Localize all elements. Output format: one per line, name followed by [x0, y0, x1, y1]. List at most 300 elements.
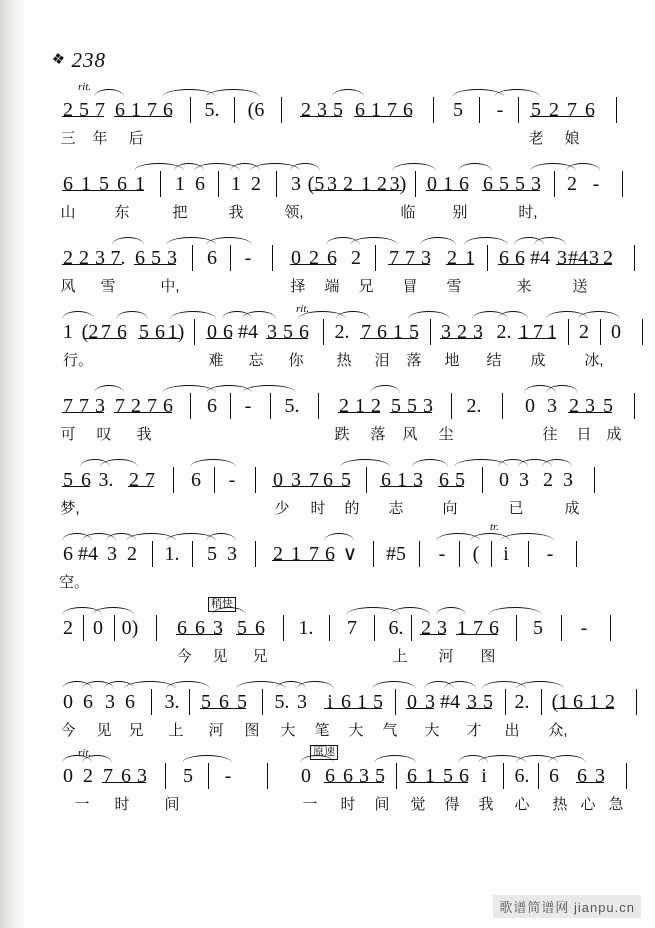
- note-token: 2: [127, 543, 137, 565]
- bar-line: [276, 171, 277, 197]
- beam-line: [78, 116, 104, 117]
- page-number-block: [52, 48, 106, 73]
- note-token: 0: [63, 765, 73, 787]
- lyric-syllable: 泪: [374, 352, 390, 369]
- note-token: 6: [439, 469, 449, 491]
- note-token: 5: [183, 765, 193, 787]
- note-token: 3): [389, 173, 407, 195]
- beam-line: [282, 338, 308, 339]
- lyric-syllable: 见: [96, 722, 112, 739]
- slur-arc: [370, 385, 400, 393]
- note-line: [60, 243, 613, 273]
- slur-arc: [412, 459, 448, 467]
- beam-line: [322, 486, 350, 487]
- lyric-syllable: 空。: [58, 574, 90, 591]
- lyric-syllable: 兄: [128, 722, 144, 739]
- beam-line: [150, 264, 176, 265]
- lyric-syllable: 时: [340, 796, 356, 813]
- note-token: 5: [341, 469, 351, 491]
- lyric-syllable: 跌: [334, 426, 350, 443]
- slur-arc: [542, 459, 572, 467]
- note-token: 3: [213, 617, 223, 639]
- beam-line: [376, 190, 402, 191]
- note-token: 5: [515, 173, 525, 195]
- note-token: 2: [371, 395, 381, 417]
- beam-line: [588, 264, 612, 265]
- lyric-syllable: 兄: [252, 648, 268, 665]
- bar-line: [366, 467, 367, 493]
- beam-line: [356, 708, 382, 709]
- lyric-syllable: 见: [212, 648, 228, 665]
- bar-line: [487, 245, 488, 271]
- note-token: 7: [145, 469, 155, 491]
- note-token: i: [481, 765, 487, 787]
- bar-line: [318, 393, 319, 419]
- note-token: #4: [530, 247, 550, 269]
- lyric-line: [60, 719, 600, 743]
- bar-line: [634, 245, 635, 271]
- lyric-syllable: 成: [530, 352, 546, 369]
- note-token: 3: [563, 469, 573, 491]
- bar-line: [396, 763, 397, 789]
- note-token: 6: [459, 765, 469, 787]
- note-token: 0: [93, 617, 103, 639]
- lyric-syllable: 后: [128, 130, 144, 147]
- note-token: #4: [440, 691, 460, 713]
- note-token: 6: [125, 691, 135, 713]
- music-system: [60, 243, 613, 311]
- music-system: [60, 746, 624, 829]
- bar-line: [479, 97, 480, 123]
- note-token: 5: [373, 691, 383, 713]
- note-token: 2: [83, 765, 93, 787]
- bar-line: [518, 97, 519, 123]
- lyric-syllable: 娘: [564, 130, 580, 147]
- note-token: 1: [355, 395, 365, 417]
- note-token: 2: [273, 543, 283, 565]
- lyric-syllable: 热: [336, 352, 352, 369]
- lyric-syllable: 热: [552, 796, 568, 813]
- lyric-syllable: 成: [564, 500, 580, 517]
- note-token: 5.: [204, 99, 220, 121]
- beam-line: [446, 264, 474, 265]
- note-token: 1.: [298, 617, 314, 639]
- note-token: 2.: [466, 395, 482, 417]
- note-token: 2: [421, 617, 431, 639]
- bar-line: [189, 689, 190, 715]
- bar-line: [373, 541, 374, 567]
- bar-line: [505, 689, 506, 715]
- beam-line: [514, 190, 540, 191]
- note-token: 6: [177, 617, 187, 639]
- slur-arc: [390, 607, 430, 615]
- note-token: 2: [343, 173, 353, 195]
- beam-line: [456, 338, 482, 339]
- slur-arc: [498, 311, 528, 319]
- note-token: 0: [525, 395, 535, 417]
- beam-line: [62, 486, 90, 487]
- note-token: 5: [237, 617, 247, 639]
- slur-arc: [332, 89, 364, 97]
- note-token: 7: [147, 395, 157, 417]
- note-token: 1: [63, 321, 73, 343]
- slur-arc: [290, 163, 320, 171]
- slur-arc: [436, 607, 466, 615]
- lyric-syllable: 大: [348, 722, 364, 739]
- lyric-syllable: 风: [402, 426, 418, 443]
- beam-line: [442, 190, 468, 191]
- note-token: 5: [531, 99, 541, 121]
- note-token: 6: [163, 99, 173, 121]
- music-system: [60, 598, 600, 681]
- slur-arc: [516, 681, 564, 689]
- note-token: 5: [455, 469, 465, 491]
- bar-line: [538, 763, 539, 789]
- slur-arc: [374, 755, 416, 763]
- note-token: 2: [549, 99, 559, 121]
- beam-line: [154, 338, 180, 339]
- lyric-line: [60, 571, 600, 595]
- beam-line: [584, 412, 612, 413]
- note-token: 3: [267, 321, 277, 343]
- note-token: 2: [309, 247, 319, 269]
- note-token: -: [496, 99, 504, 121]
- note-token: 6: [255, 617, 265, 639]
- lyric-syllable: 时: [310, 500, 326, 517]
- note-token: 3: [421, 247, 431, 269]
- bar-line: [281, 97, 282, 123]
- bar-line: [626, 763, 627, 789]
- slur-arc: [408, 311, 450, 319]
- note-token: 3: [107, 543, 117, 565]
- lyric-syllable: 时: [114, 796, 130, 813]
- bar-line: [152, 541, 153, 567]
- beam-line: [438, 486, 464, 487]
- slur-arc: [578, 311, 620, 319]
- note-token: 3: [585, 395, 595, 417]
- note-token: 6: [403, 99, 413, 121]
- slur-arc: [494, 89, 540, 97]
- beam-line: [94, 264, 122, 265]
- bar-line: [491, 541, 492, 567]
- bar-line: [270, 393, 271, 419]
- note-line: [60, 761, 605, 791]
- note-token: 6: [325, 765, 335, 787]
- lyric-syllable: 三: [60, 130, 76, 147]
- note-token: 6: [377, 321, 387, 343]
- note-token: 5: [391, 395, 401, 417]
- lyric-syllable: 向: [442, 500, 458, 517]
- note-token: 6: [163, 395, 173, 417]
- note-token: -: [224, 765, 232, 787]
- note-token: 7: [387, 99, 397, 121]
- lyric-line: [60, 423, 622, 447]
- bar-line: [622, 171, 623, 197]
- note-token: 6: [327, 247, 337, 269]
- bar-line: [230, 393, 231, 419]
- beam-line: [218, 708, 246, 709]
- note-token: 5: [99, 173, 109, 195]
- note-line: [60, 613, 600, 643]
- slur-arc: [94, 385, 124, 393]
- bar-line: [156, 615, 157, 641]
- note-token: 7: [63, 395, 73, 417]
- note-token: 7.: [110, 247, 126, 269]
- bar-line: [594, 467, 595, 493]
- lyric-syllable: 急: [608, 796, 624, 813]
- note-token: 1): [167, 321, 185, 343]
- note-token: 5: [533, 617, 543, 639]
- bar-line: [160, 171, 161, 197]
- note-token: 6: [83, 691, 93, 713]
- note-token: 6: [63, 543, 73, 565]
- note-token: 5: [375, 765, 385, 787]
- lyric-syllable: 河: [438, 648, 454, 665]
- note-token: 1: [457, 617, 467, 639]
- note-token: 6: [207, 247, 217, 269]
- beam-line: [588, 708, 614, 709]
- note-token: 2: [377, 173, 387, 195]
- slur-arc: [500, 533, 554, 541]
- note-token: 7: [347, 617, 357, 639]
- bar-line: [459, 541, 460, 567]
- note-token: 3: [359, 765, 369, 787]
- bar-line: [267, 763, 268, 789]
- music-system: [60, 391, 622, 459]
- note-token: 3.: [164, 691, 180, 713]
- lyric-syllable: 志: [388, 500, 404, 517]
- note-token: 0: [407, 691, 417, 713]
- bar-line: [503, 763, 504, 789]
- note-token: 2: [603, 247, 613, 269]
- lyric-syllable: 上: [168, 722, 184, 739]
- lyric-syllable: 你: [288, 352, 304, 369]
- note-token: 6: [115, 99, 125, 121]
- note-token: 2: [543, 469, 553, 491]
- bar-line: [642, 319, 643, 345]
- note-token: 1: [443, 173, 453, 195]
- tempo-mark: 原速: [310, 745, 338, 760]
- bar-line: [554, 171, 555, 197]
- note-token: 3: [547, 395, 557, 417]
- bar-line: [419, 541, 420, 567]
- lyric-syllable: 雪: [100, 278, 116, 295]
- lyric-syllable: 上: [392, 648, 408, 665]
- beam-line: [420, 634, 446, 635]
- note-token: 3: [105, 691, 115, 713]
- beam-line: [566, 116, 594, 117]
- note-token: 2: [79, 247, 89, 269]
- bar-line: [502, 393, 503, 419]
- note-token: 7: [533, 321, 543, 343]
- note-token: (6: [247, 99, 265, 121]
- lyric-syllable: 结: [486, 352, 502, 369]
- note-token: 2: [129, 469, 139, 491]
- music-system: [58, 521, 600, 607]
- note-token: 2: [301, 99, 311, 121]
- slur-arc: [94, 89, 124, 97]
- lyric-syllable: 临: [400, 204, 416, 221]
- page-binding-shadow: [0, 0, 26, 928]
- bar-line: [561, 615, 562, 641]
- page-ornament-icon: ❖: [50, 51, 67, 69]
- note-token: (: [472, 543, 480, 565]
- bar-line: [283, 615, 284, 641]
- note-token: 6: [407, 765, 417, 787]
- note-token: 6: [343, 765, 353, 787]
- slur-arc: [336, 311, 370, 319]
- lyric-syllable: 领,: [284, 204, 304, 221]
- slur-arc: [166, 681, 210, 689]
- lyric-syllable: 落: [370, 426, 386, 443]
- note-token: 1: [357, 691, 367, 713]
- page-number: 238: [71, 48, 106, 72]
- note-token: 1: [589, 691, 599, 713]
- note-token: 2.: [514, 691, 530, 713]
- lyric-syllable: 气: [382, 722, 398, 739]
- note-token: 2: [63, 99, 73, 121]
- note-token: 1: [81, 173, 91, 195]
- slur-arc: [350, 237, 398, 245]
- note-token: 6: [299, 321, 309, 343]
- beam-line: [466, 708, 492, 709]
- lyric-syllable: 忘: [248, 352, 264, 369]
- note-token: 5: [499, 173, 509, 195]
- note-token: 6: [117, 321, 127, 343]
- beam-line: [316, 116, 342, 117]
- slur-arc: [392, 163, 436, 171]
- note-token: 1: [175, 173, 185, 195]
- note-line: [60, 465, 600, 495]
- slur-arc: [242, 385, 296, 393]
- lyric-syllable: 已: [508, 500, 524, 517]
- lyric-syllable: 心: [580, 796, 596, 813]
- lyric-syllable: 风: [60, 278, 76, 295]
- note-token: 6: [549, 765, 559, 787]
- lyric-syllable: 间: [374, 796, 390, 813]
- lyric-line: [60, 793, 624, 817]
- slur-arc: [206, 89, 260, 97]
- bar-line: [375, 245, 376, 271]
- beam-line: [406, 412, 432, 413]
- beam-line: [120, 782, 146, 783]
- beam-line: [406, 708, 434, 709]
- lyric-syllable: 图: [244, 722, 260, 739]
- note-token: 3.: [98, 469, 114, 491]
- note-token: 3: [425, 691, 435, 713]
- note-token: 7: [405, 247, 415, 269]
- note-token: -: [546, 543, 554, 565]
- note-token: 6.: [514, 765, 530, 787]
- lyric-syllable: 才: [466, 722, 482, 739]
- note-token: -: [580, 617, 588, 639]
- note-token: 0: [611, 321, 621, 343]
- note-token: 3: [167, 247, 177, 269]
- lyric-syllable: 地: [444, 352, 460, 369]
- note-token: 6: [341, 691, 351, 713]
- lyric-syllable: 的: [344, 500, 360, 517]
- lyric-syllable: 成: [606, 426, 622, 443]
- note-token: 5: [483, 691, 493, 713]
- note-line: [60, 95, 600, 125]
- lyric-syllable: 少: [274, 500, 290, 517]
- music-system: [60, 303, 621, 385]
- note-line: [60, 391, 613, 421]
- slur-arc: [420, 237, 456, 245]
- lyric-syllable: 日: [576, 426, 592, 443]
- slur-arc: [62, 311, 94, 319]
- note-token: 0: [207, 321, 217, 343]
- note-token: 5.: [274, 691, 290, 713]
- note-token: 7: [101, 321, 111, 343]
- slur-arc: [170, 311, 216, 319]
- note-token: -: [228, 469, 236, 491]
- slur-arc: [296, 681, 334, 689]
- note-token: 6: [381, 469, 391, 491]
- slur-arc: [444, 681, 476, 689]
- bar-line: [255, 467, 256, 493]
- lyric-line: [60, 645, 600, 669]
- lyric-syllable: 别: [452, 204, 468, 221]
- bar-line: [482, 467, 483, 493]
- note-token: 2: [63, 247, 73, 269]
- bar-line: [516, 615, 517, 641]
- bar-line: [208, 763, 209, 789]
- lyric-syllable: 我: [478, 796, 494, 813]
- lyric-syllable: 冰,: [584, 352, 604, 369]
- note-token: 5: [139, 321, 149, 343]
- lyric-syllable: 可: [60, 426, 76, 443]
- note-token: 6: [499, 247, 509, 269]
- note-token: 3: [291, 469, 301, 491]
- note-token: 5: [443, 765, 453, 787]
- note-token: (2: [81, 321, 99, 343]
- note-token: 3: [437, 617, 447, 639]
- beam-line: [442, 782, 468, 783]
- bar-line: [616, 97, 617, 123]
- lyric-syllable: 叹: [96, 426, 112, 443]
- lyric-syllable: 端: [324, 278, 340, 295]
- beam-line: [576, 782, 604, 783]
- bar-line: [234, 97, 235, 123]
- note-line: [60, 317, 621, 347]
- bar-line: [329, 615, 330, 641]
- bar-line: [433, 97, 434, 123]
- slur-arc: [534, 237, 566, 245]
- lyric-syllable: 择: [290, 278, 306, 295]
- beam-line: [358, 782, 384, 783]
- note-token: 0: [291, 247, 301, 269]
- beam-line: [78, 412, 104, 413]
- bar-line: [262, 689, 263, 715]
- slur-arc: [190, 459, 236, 467]
- note-token: 7: [309, 543, 319, 565]
- note-token: 6: [573, 691, 583, 713]
- lyric-line: [60, 497, 600, 521]
- bar-line: [600, 319, 601, 345]
- slur-arc: [372, 681, 416, 689]
- note-token: ∨: [342, 543, 358, 565]
- note-token: 3: [557, 247, 567, 269]
- beam-line: [354, 412, 380, 413]
- note-token: 2: [579, 321, 589, 343]
- note-token: 7: [361, 321, 371, 343]
- note-token: 0): [121, 617, 139, 639]
- note-token: 7: [103, 765, 113, 787]
- lyric-syllable: 山: [60, 204, 76, 221]
- beam-line: [396, 486, 422, 487]
- bar-line: [230, 245, 231, 271]
